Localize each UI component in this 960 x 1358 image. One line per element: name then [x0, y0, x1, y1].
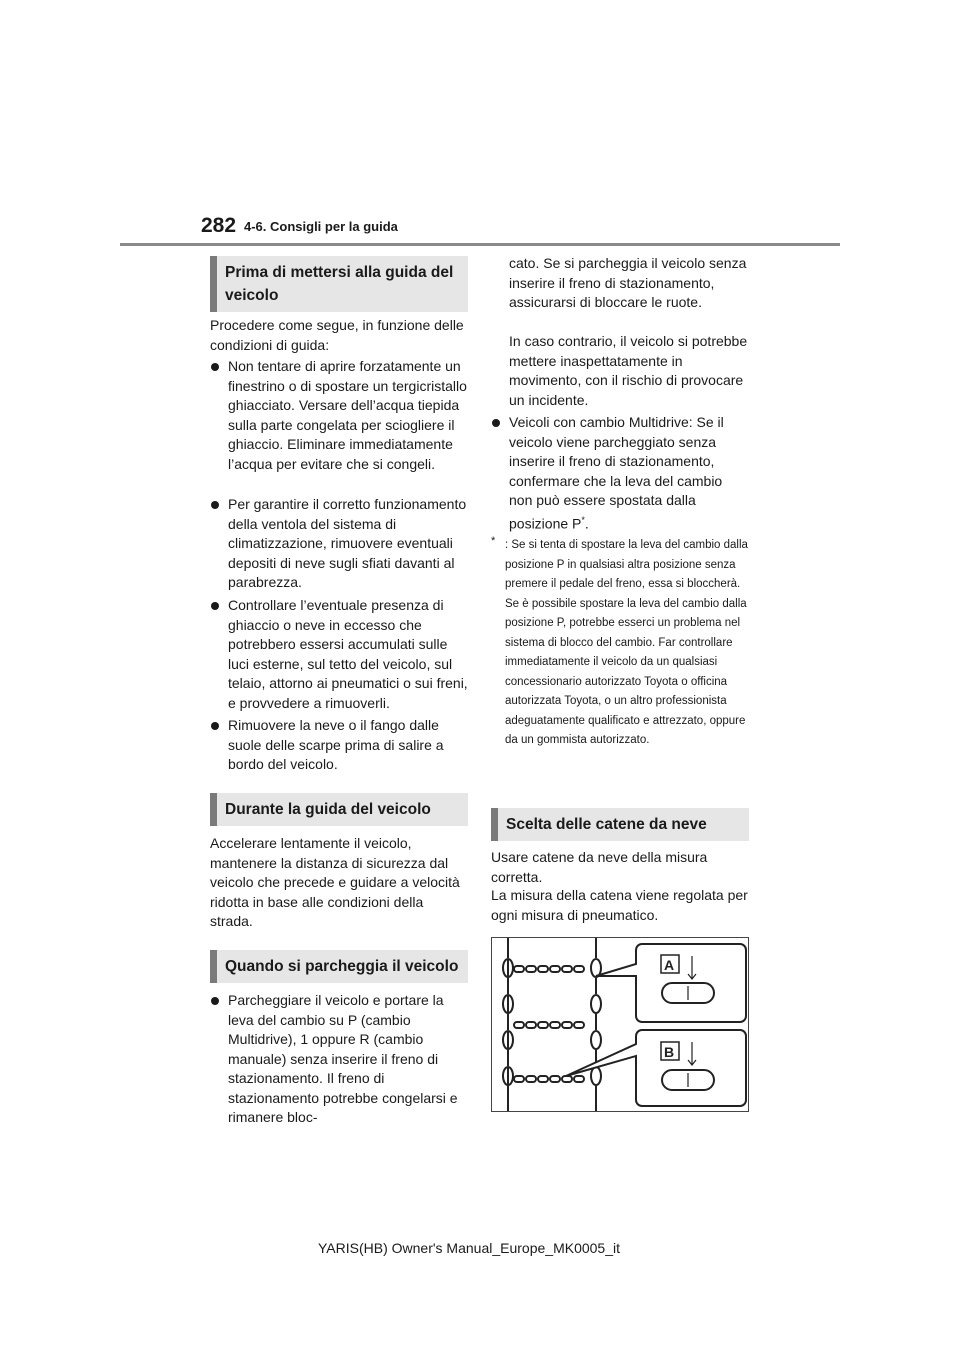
bullet-text: Veicoli con cambio Multidrive: Se il veicolo viene parcheggiato senza inserire il freno di stazionamento, confermare che la leva del cambio non può essere spostata dalla posizione P: [509, 414, 724, 532]
left-column: [210, 0, 468, 1358]
bullet-item: Parcheggiare il veicolo e portare la leva del cambio su P (cambio Multidrive), 1 oppure R (cambio manuale) senza inserire il freno di stazionamento. Il freno di stazionamento potrebbe congelarsi e rimanere bloc-: [210, 991, 468, 1128]
bullet-text-end: .: [584, 515, 589, 532]
intro-paragraph: Procedere come segue, in funzione delle condizioni di guida:: [210, 317, 464, 353]
section-path: 4-6. Consigli per la guida: [244, 219, 398, 234]
footnote-reference: *: [581, 514, 585, 525]
bullet-item: Per garantire il corretto funzionamento della ventola del sistema di climatizzazione, rimuovere eventuali depositi di neve sugli sfiati davanti al parabrezza.: [210, 495, 468, 593]
footnote: [491, 536, 749, 751]
section-heading-before-driving: Prima di mettersi alla guida del veicolo: [210, 256, 468, 312]
figure-label-a: A: [664, 957, 675, 973]
chains-paragraph-b: La misura della catena viene regolata per ogni misura di pneumatico.: [491, 887, 748, 923]
bullet-item: Controllare l’eventuale presenza di ghiaccio o neve in eccesso che potrebbero essersi accumulati sulle luci esterne, sul tetto del veicolo, sul telaio, attorno ai pneumatici o sui freni, e provvedere a rimuoverli.: [210, 596, 468, 713]
bullet-item: Non tentare di aprire forzatamente un finestrino o di spostare un tergicristallo ghiacciato. Versare dell’acqua tiepida sulla parte congelata per sciogliere il ghiaccio. Eliminare immediatamente l’acqua per evitare che si congeli.: [210, 357, 468, 474]
bullet-item: Rimuovere la neve o il fango dalle suole delle scarpe prima di salire a bordo del veicolo.: [210, 716, 468, 775]
bullet-item-multidrive: [491, 413, 749, 534]
section-heading-parking: Quando si parcheggia il veicolo: [210, 950, 468, 983]
snow-chain-illustration: [492, 938, 748, 1111]
footnote-text: : Se si tenta di spostare la leva del cambio dalla posizione P in qualsiasi altra posizione senza premere il pedale del freno, essa si bloccherà. Se è possibile spostare la leva del cambio dalla posizione P, potrebbe esserci un problema nel sistema di blocco del cambio. Far controllare immediatamente il veicolo da un qualsiasi concessionario autorizzato Toyota o officina autorizzata Toyota, o un altro professionista adeguatamente qualificato e attrezzato, oppure da un gommista autorizzato.: [505, 539, 748, 746]
page-number: 282: [201, 214, 237, 237]
chains-paragraph-a: Usare catene da neve della misura corretta.: [491, 849, 708, 885]
footnote-mark: *: [491, 535, 496, 547]
figure-label-b: B: [664, 1044, 675, 1060]
continuation-paragraph-2: In caso contrario, il veicolo si potrebbe mettere inaspettatamente in movimento, con il rischio di provocare un incidente.: [509, 333, 748, 408]
driving-paragraph: Accelerare lentamente il veicolo, mantenere la distanza di sicurezza dal veicolo che precede e guidare a velocità ridotta in base alle condizioni della strada.: [210, 835, 460, 929]
snow-chain-figure: [491, 937, 749, 1112]
footer-text: YARIS(HB) Owner's Manual_Europe_MK0005_it: [318, 1240, 620, 1256]
section-heading-while-driving: Durante la guida del veicolo: [210, 793, 468, 826]
section-heading-snow-chains: Scelta delle catene da neve: [491, 808, 749, 841]
right-column: [491, 0, 749, 1358]
continuation-paragraph: cato. Se si parcheggia il veicolo senza inserire il freno di stazionamento, assicurarsi di bloccare le ruote.: [509, 255, 747, 310]
